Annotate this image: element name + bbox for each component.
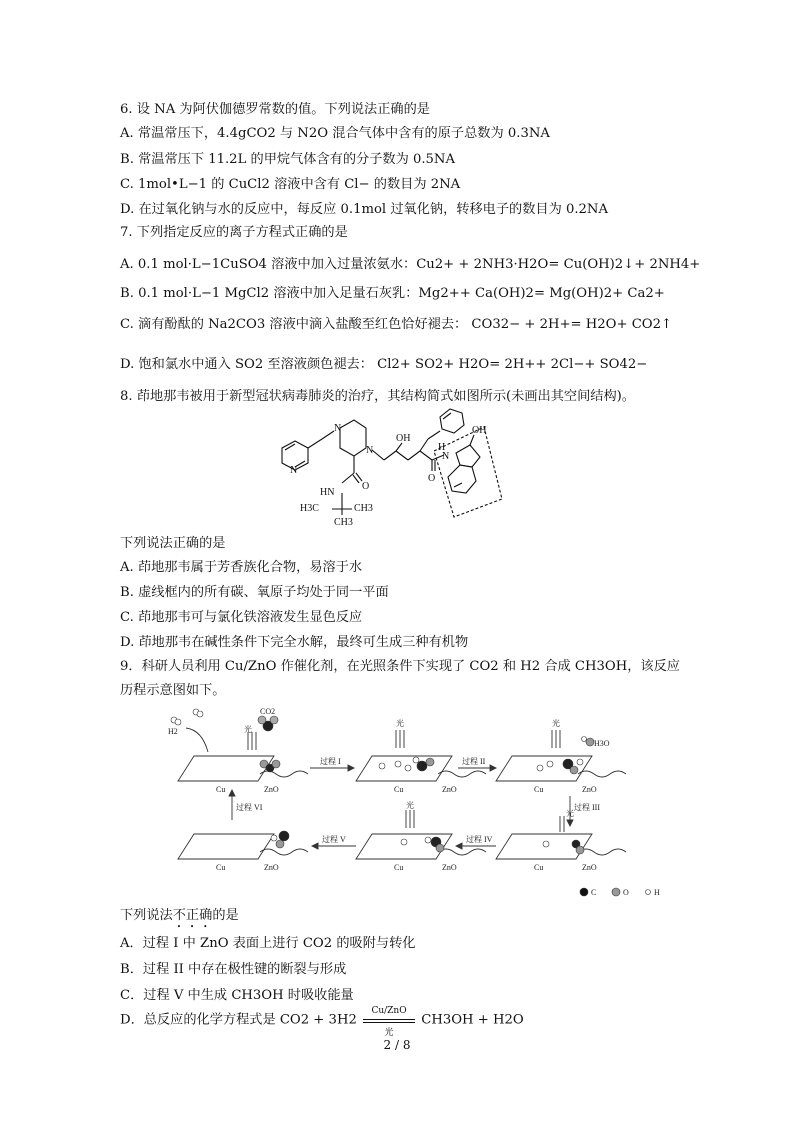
legend-h: H: [654, 888, 660, 897]
q8-prompt: 下列说法正确的是: [120, 536, 226, 551]
cu-label-6: Cu: [216, 863, 226, 872]
q9-option-d-post: CH3OH + H2O: [421, 1012, 524, 1028]
amide-o-1: O: [362, 481, 370, 492]
plate-1: [178, 756, 274, 781]
hydroxyl-1: OH: [396, 433, 411, 444]
q6-stem: 6. 设 NA 为阿伏伽德罗常数的值。下列说法正确的是: [120, 102, 430, 117]
reaction-condition-arrow: [361, 1006, 417, 1038]
process-1-label: 过程 I: [320, 757, 341, 766]
equals-line-top: [363, 1019, 415, 1020]
q6-option-d: D. 在过氧化钠与水的反应中，每反应 0.1mol 过氧化钠，转移电子的数目为 0.2NA: [120, 202, 608, 217]
q9-prompt-post: 的是: [212, 908, 239, 923]
q7-option-a: A. 0.1 mol·L−1CuSO4 溶液中加入过量浓氨水：Cu2+ + 2NH3·H2O= Cu(OH)2↓+ 2NH4+: [120, 257, 701, 272]
process-2-label: 过程 II: [462, 757, 486, 766]
q6-option-a: A. 常温常压下，4.4gCO2 与 N2O 混合气体中含有的原子总数为 0.3NA: [120, 126, 550, 141]
page-number: 2 / 8: [383, 1038, 411, 1052]
co2-label: CO2: [260, 707, 276, 716]
ch3-label-a: CH3: [354, 503, 373, 514]
cu-label-1: Cu: [216, 785, 226, 794]
light-label-2: 光: [396, 719, 404, 728]
light-label-1: 光: [244, 725, 252, 734]
q8-option-a: A. 茚地那韦属于芳香族化合物，易溶于水: [120, 560, 363, 575]
amide-o-2: O: [428, 473, 436, 484]
q9-prompt-emphasis: 不正确: [172, 908, 213, 923]
piperazine-n2: N: [366, 445, 374, 456]
process-6-label: 过程 VI: [236, 803, 263, 812]
legend-o: O: [623, 888, 629, 897]
reaction-mechanism-diagram: [150, 706, 680, 901]
q9-prompt: [120, 907, 239, 931]
q8-stem: 8. 茚地那韦被用于新型冠状病毒肺炎的治疗，其结构简式如图所示(未画出其空间结构)。: [120, 389, 635, 404]
condition-light: 光: [384, 1028, 394, 1038]
cu-label-2: Cu: [394, 785, 404, 794]
zno-label-6: ZnO: [264, 863, 279, 872]
light-label-5: 光: [566, 809, 574, 818]
q8-option-c: C. 茚地那韦可与氯化铁溶液发生显色反应: [120, 610, 363, 625]
dashed-box: [434, 427, 502, 517]
h3c-label: H3C: [300, 503, 319, 514]
hydroxyl-2: OH: [472, 425, 487, 436]
q8-option-d: D. 茚地那韦在碱性条件下完全水解，最终可生成三种有机物: [120, 635, 469, 650]
process-3-label: 过程 III: [574, 803, 600, 812]
indane-ring: [456, 445, 480, 467]
zno-label-1: ZnO: [264, 785, 279, 794]
q7-option-b: B. 0.1 mol·L−1 MgCl2 溶液中加入足量石灰乳：Mg2++ Ca(OH)2= Mg(OH)2+ Ca2+: [120, 286, 665, 301]
q9-option-b: B．过程 II 中存在极性键的断裂与形成: [120, 962, 347, 977]
q9-prompt-pre: 下列说法: [120, 908, 173, 923]
legend-c: C: [591, 888, 597, 897]
zno-label-4: ZnO: [582, 863, 597, 872]
process-4-label: 过程 IV: [466, 835, 493, 844]
amide-h: H: [438, 442, 446, 453]
indinavir-structure: [262, 403, 522, 533]
light-label-3: 光: [552, 719, 560, 728]
q6-option-c: C. 1mol•L−1 的 CuCl2 溶液中含有 Cl− 的数目为 2NA: [120, 177, 461, 192]
plate-2: [356, 756, 452, 781]
cu-label-4: Cu: [534, 863, 544, 872]
piperazine-ring: [340, 420, 366, 456]
condition-catalyst: Cu/ZnO: [371, 1006, 407, 1016]
q9-stem-line2: 历程示意图如下。: [120, 683, 226, 698]
amide-n: N: [442, 451, 450, 462]
amide-hn: HN: [320, 487, 335, 498]
q7-option-d: D. 饱和氯水中通入 SO2 至溶液颜色褪去： Cl2+ SO2+ H2O= 2H++ 2Cl−+ SO42−: [120, 357, 648, 372]
zno-label-5: ZnO: [442, 863, 457, 872]
q9-option-a: A．过程 I 中 ZnO 表面上进行 CO2 的吸附与转化: [120, 936, 416, 951]
q8-option-b: B. 虚线框内的所有碳、氧原子均处于同一平面: [120, 585, 389, 600]
cu-label-5: Cu: [394, 863, 404, 872]
zno-label-3: ZnO: [582, 785, 597, 794]
pyridine-n: N: [290, 465, 298, 476]
zno-label-2: ZnO: [442, 785, 457, 794]
piperazine-n1: N: [334, 423, 342, 434]
q6-option-b: B. 常温常压下 11.2L 的甲烷气体含有的分子数为 0.5NA: [120, 152, 455, 167]
process-5-label: 过程 V: [322, 835, 346, 844]
plate-6: [178, 834, 274, 859]
q9-option-c: C．过程 V 中生成 CH3OH 时吸收能量: [120, 988, 354, 1003]
q7-option-c: C. 滴有酚酞的 Na2CO3 溶液中滴入盐酸至红色恰好褪去： CO32− + 2H+= H2O+ CO2↑: [120, 317, 673, 332]
equals-line-bottom: [363, 1022, 415, 1023]
ch3-label-b: CH3: [334, 517, 353, 528]
q7-stem: 7. 下列指定反应的离子方程式正确的是: [120, 225, 348, 240]
cu-label-3: Cu: [534, 785, 544, 794]
q9-option-d-pre: D．总反应的化学方程式是 CO2 + 3H2: [120, 1012, 357, 1028]
q9-option-d: [120, 1006, 524, 1038]
benzene-ring: [440, 409, 464, 433]
h2-label: H2: [168, 727, 178, 736]
q9-stem-line1: 9．科研人员利用 Cu/ZnO 作催化剂，在光照条件下实现了 CO2 和 H2 合成 CH3OH，该反应: [120, 659, 680, 674]
light-label-4: 光: [406, 801, 414, 810]
h3o-label: H3O: [594, 739, 610, 748]
